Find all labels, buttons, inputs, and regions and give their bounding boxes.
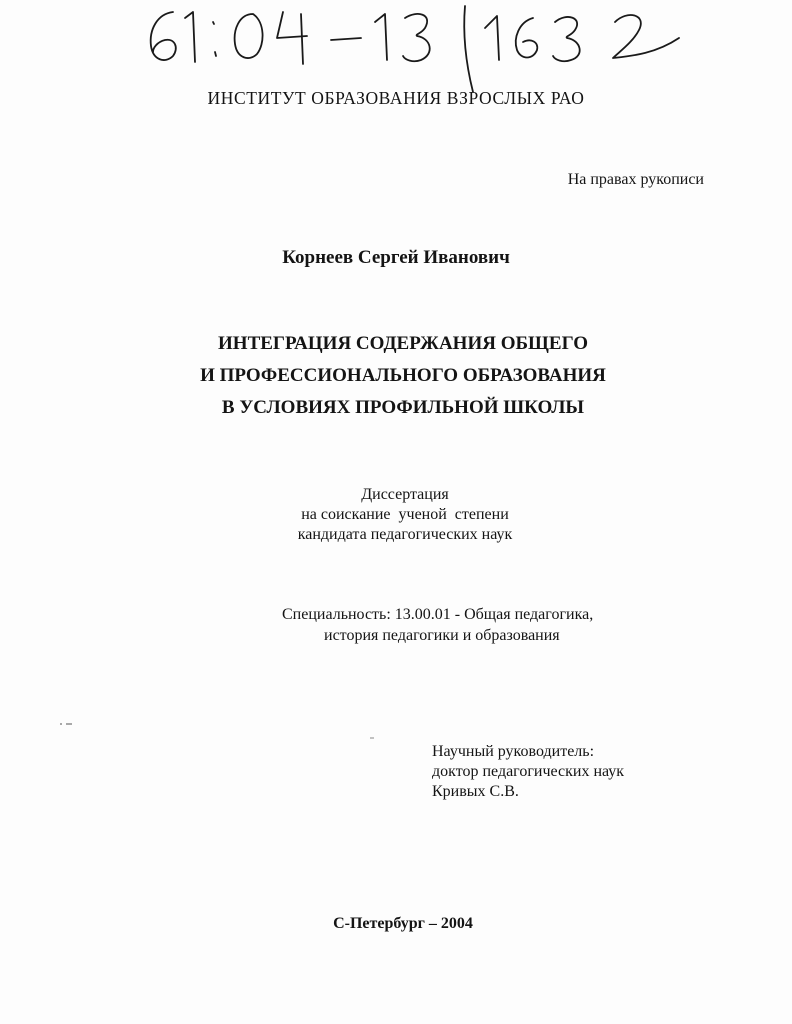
specialty-line: Специальность: 13.00.01 - Общая педагогика, (282, 606, 594, 623)
manuscript-rights-note: На правах рукописи (567, 171, 704, 188)
title-line: В УСЛОВИЯХ ПРОФИЛЬНОЙ ШКОЛЫ (221, 397, 585, 418)
specialty-line: история педагогики и образования (324, 627, 560, 644)
degree-line: кандидата педагогических наук (297, 526, 513, 543)
handwritten-archive-mark (135, 0, 695, 95)
degree-statement (298, 485, 513, 545)
city-and-year: С-Петербург – 2004 (333, 915, 473, 932)
advisor-line: Кривых С.В. (432, 783, 519, 800)
title-line: И ПРОФЕССИОНАЛЬНОГО ОБРАЗОВАНИЯ (200, 365, 606, 386)
degree-line: на соискание ученой степени (301, 506, 509, 523)
advisor-line: доктор педагогических наук (432, 763, 625, 780)
institute-name: ИНСТИТУТ ОБРАЗОВАНИЯ ВЗРОСЛЫХ РАО (207, 88, 585, 108)
scientific-advisor (432, 742, 624, 802)
title-line: ИНТЕГРАЦИЯ СОДЕРЖАНИЯ ОБЩЕГО (218, 333, 588, 354)
dissertation-title (0, 328, 792, 424)
specialty-block (282, 604, 593, 646)
author-name: Корнеев Сергей Иванович (282, 247, 510, 268)
degree-line: Диссертация (361, 486, 449, 503)
advisor-line: Научный руководитель: (432, 743, 595, 760)
